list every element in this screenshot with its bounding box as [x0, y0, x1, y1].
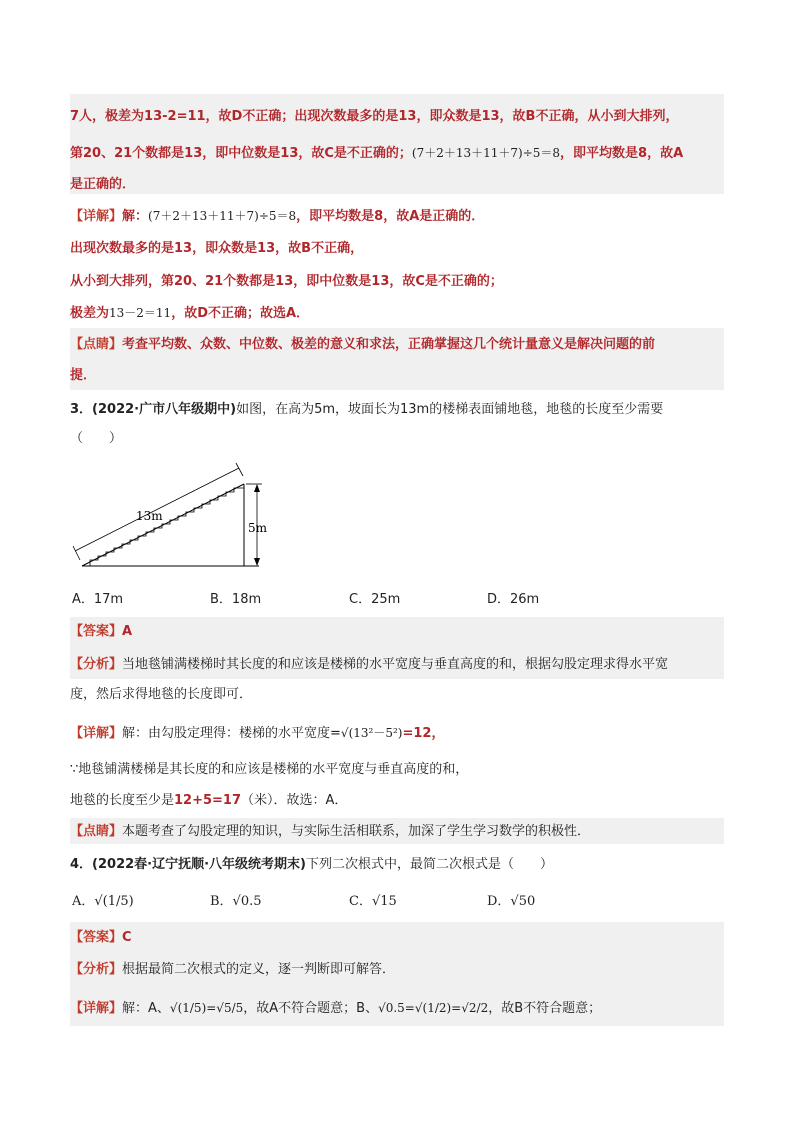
q3-stem-line-1: 3．(2022·广市八年级期中)如图，在高为5m，坡面长为13m的楼梯表面铺地毯，地毯的长度至少需要: [70, 402, 664, 417]
q3-option-b: B．18m: [210, 592, 262, 607]
detail-tag: 【详解】: [70, 209, 123, 224]
point-tag: 【点睛】: [70, 337, 123, 352]
q3-answer: 【答案】A: [70, 624, 133, 639]
q3-detail-line-2: ∵地毯铺满楼梯是其长度的和应该是楼梯的水平宽度与垂直高度的和，: [70, 762, 469, 777]
q2-point-line-2: 提．: [70, 368, 97, 383]
q4-option-d: D．√50: [487, 894, 536, 909]
q4-answer: 【答案】C: [70, 930, 132, 945]
slope-label: 13m: [136, 509, 163, 523]
q3-point: 【点睛】本题考查了勾股定理的知识，与实际生活相联系，加深了学生学习数学的积极性．: [70, 824, 591, 839]
height-label: 5m: [248, 521, 268, 535]
stair-steps: [90, 488, 244, 566]
q3-detail-line-3: 地毯的长度至少是12+5=17（米）．故选：A．: [70, 793, 348, 808]
q4-analysis: 【分析】根据最简二次根式的定义，逐一判断即可解答．: [70, 962, 396, 977]
q3-detail-line-1: 【详解】解：由勾股定理得：楼梯的水平宽度=√(13²－5²)=12，: [70, 726, 445, 741]
q3-option-a: A．17m: [72, 592, 124, 607]
q4-detail: 【详解】解：A、√(1/5)=√5/5，故A不符合题意；B、√0.5=√(1/2)=√2/2，故B不符合题意；: [70, 1001, 602, 1016]
q2-analysis-line-1: 7人，极差为13-2=11，故D不正确；出现次数最多的是13，即众数是13，故B不正确，从小到大排列，: [70, 109, 679, 124]
q3-analysis-line-1: 【分析】当地毯铺满楼梯时其长度的和应该是楼梯的水平宽度与垂直高度的和，根据勾股定理求得水平宽: [70, 657, 669, 672]
q2-analysis-line-3: 是正确的．: [70, 177, 136, 192]
q2-analysis-line-2: 第20、21个数都是13，即中位数是13，故C是不正确的；(7＋2＋13＋11＋7)÷5＝8，即平均数是8，故A: [70, 146, 684, 161]
q4-option-a: A．√(1/5): [72, 894, 134, 909]
q2-detail-line-2: 出现次数最多的是13，即众数是13，故B不正确，: [70, 241, 364, 256]
q3-stem-line-2: （ ）: [70, 431, 123, 446]
stair-figure: [72, 462, 272, 577]
q2-detail-line-3: 从小到大排列，第20、21个数都是13，即中位数是13，故C是不正确的；: [70, 274, 503, 289]
q2-point-line-1: 【点睛】考查平均数、众数、中位数、极差的意义和求法，正确掌握这几个统计量意义是解决问题的前: [70, 337, 656, 352]
q2-detail-line-4: 极差为13－2＝11，故D不正确；故选A．: [70, 306, 310, 321]
q3-option-d: D．26m: [487, 592, 540, 607]
q3-analysis-line-2: 度，然后求得地毯的长度即可．: [70, 687, 253, 702]
q2-detail-line-1: 【详解】解：(7＋2＋13＋11＋7)÷5＝8，即平均数是8，故A是正确的．: [70, 209, 485, 224]
q4-option-b: B．√0.5: [210, 894, 262, 909]
q3-option-c: C．25m: [349, 592, 401, 607]
q4-stem: 4．(2022春·辽宁抚顺·八年级统考期末)下列二次根式中，最简二次根式是（ ）: [70, 857, 554, 872]
q4-option-c: C．√15: [349, 894, 397, 909]
